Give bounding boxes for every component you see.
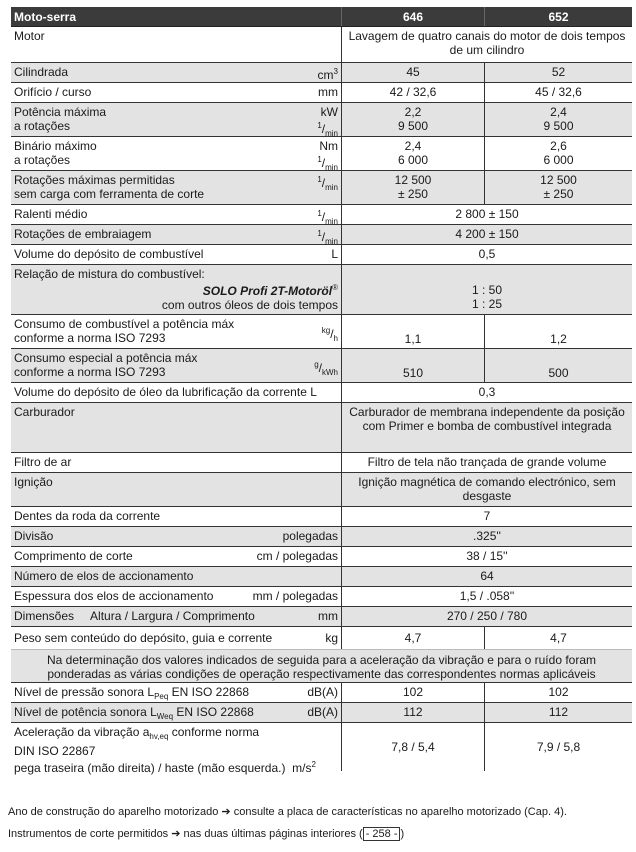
row-potencia-sonora [11,703,632,723]
value-652: ± 250 [543,187,574,201]
row-unit: dB(A) [307,685,338,699]
row-dimensoes [11,607,632,627]
row-divisao [11,527,632,547]
footer-line-tools: Instrumentos de corte permitidos ➔ nas duas últimas páginas interiores ( - 258 - ) [8,828,405,840]
row-label: Comprimento de corte [14,549,133,563]
row-label: a rotações [14,153,71,167]
value-652: 7,9 / 5,8 [536,740,581,754]
row-label: Número de elos de accionamento [14,569,194,583]
row-mistura [11,265,632,315]
value-646: 112 [342,703,485,722]
row-label: Peso sem conteúdo do depósito, guia e corrente [14,631,273,645]
row-unit: kg [325,631,338,645]
row-value: 38 / 15'' [466,549,508,563]
row-rotacoes-maximas [11,171,632,205]
row-label: Consumo especial a potência máx [14,351,198,365]
row-unit: $^g/_{kWh}$ [314,360,338,377]
row-label: DIN ISO 22867 [14,744,96,758]
row-label: Binário máximo [14,139,97,153]
row-unit: mm [318,609,338,623]
header-model-652: 652 [548,10,569,24]
row-binario [11,137,632,171]
row-label: pega traseira (mão direita) / haste (mão esquerda.) $m/s^2$ [14,760,316,775]
row-value: Filtro de tela não trançada de grande volume [367,455,607,469]
row-value: 4 200 ± 150 [455,227,519,241]
value-646: 42 / 32,6 [342,83,485,102]
value-646: 7,8 / 5,4 [342,723,485,771]
value-646: ± 250 [398,187,428,201]
row-comprimento [11,547,632,567]
row-value: 64 [480,569,494,583]
value-652: 6 000 [543,153,574,167]
row-value: 270 / 250 / 780 [446,609,528,623]
value-646: 102 [342,683,485,702]
value-646: 2,2 [404,105,422,119]
row-label: com outros óleos de dois tempos [161,298,338,312]
value-652: 9 500 [543,119,574,133]
row-oleo [11,383,632,403]
row-elos [11,567,632,587]
row-label: a rotações [14,119,71,133]
page-reference-link[interactable]: - 258 - [363,827,401,841]
row-unit: $^1/_{min}$ [317,209,338,226]
value-652: 102 [548,685,569,699]
row-label: Rotações máximas permitidas [14,173,175,187]
footer-line-year: Ano de construção do aparelho motorizado ➔ consulte a placa de características no aparelho motorizado (Cap. 4). [8,806,567,818]
row-unit: Nm [319,139,338,153]
row-unit: cm / polegadas [256,549,338,563]
row-unit: $^{kg}/_h$ [321,326,338,343]
row-label: Carburador [14,405,75,419]
table-header [11,7,632,27]
row-value: 2 800 ± 150 [455,207,519,221]
row-ignicao [11,473,632,507]
row-pressao-sonora [11,683,632,703]
row-orificio [11,83,632,103]
value-652: 4,7 [550,631,567,645]
row-consumo-especial [11,349,632,383]
row-unit: L [331,247,338,261]
row-label: Motor [14,29,45,43]
arrow-right-icon: ➔ [171,828,181,840]
row-label: Dentes da roda da corrente [14,509,161,523]
row-label: Divisão [14,529,54,543]
row-unit: $m/s^2$ [292,760,316,775]
specs-table [11,7,632,775]
row-unit: $^1/_{min}$ [317,175,338,192]
row-motor [11,27,632,63]
row-label: Dimensões [14,609,75,623]
value-652: 45 / 32,6 [535,85,582,99]
row-peso [11,627,632,649]
header-model-646: 646 [342,7,485,26]
row-value: 1,5 / .058'' [459,589,515,603]
row-label: Espessura dos elos de accionamento [14,589,214,603]
row-label: Nível de potência sonora $L_{Weq}$ EN ISO 22868 [14,705,254,721]
row-value: 0,3 [478,385,496,399]
value-646: 510 [342,349,485,382]
row-label: Potência máxima [14,105,107,119]
row-ralenti [11,205,632,225]
row-label: Volume do depósito de óleo da lubrificação da corrente L [14,385,317,399]
row-label-brand: SOLO Profi 2T-Motoröl® [202,283,338,298]
value-652: 12 500 [540,173,577,187]
row-value: Carburador de membrana independente da posição com Primer e bomba de combustível integrada [349,405,625,433]
row-value: .325'' [473,529,501,543]
row-value: 1 : 50 [471,283,503,297]
row-unit: mm / polegadas [252,589,338,603]
row-dentes [11,507,632,527]
row-unit: $^1/_{min}$ [317,155,338,172]
row-unit: kW [320,105,338,119]
row-label: Volume do depósito de combustível [14,247,204,261]
value-646: 9 500 [397,119,429,133]
row-potencia [11,103,632,137]
row-vibracao [11,723,632,775]
row-filtro [11,453,632,473]
row-label: Nível de pressão sonora $L_{Peq}$ EN ISO 22868 [14,685,250,701]
value-652: 112 [548,705,569,719]
row-deposito [11,245,632,265]
arrow-right-icon: ➔ [221,806,231,818]
row-unit: polegadas [282,529,338,543]
value-646: 6 000 [397,153,429,167]
value-652: 500 [548,366,569,380]
row-unit: dB(A) [307,705,338,719]
value-646: 4,7 [342,627,485,649]
row-value: 0,5 [478,247,496,261]
row-embraiagem [11,225,632,245]
row-unit: $^1/_{min}$ [317,229,338,246]
row-label: conforme a norma ISO 7293 [14,331,166,345]
value-646: 45 [342,63,485,82]
row-sublabel: Altura / Largura / Comprimento [90,609,255,623]
value-646: 2,4 [404,139,422,153]
value-652: 2,6 [550,139,567,153]
value-652: 1,2 [550,332,567,346]
value-646: 12 500 [394,173,432,187]
row-consumo [11,315,632,349]
row-value: 1 : 25 [471,297,503,311]
row-label: Consumo de combustível a potência máx [14,317,235,331]
value-646: 1,1 [342,315,485,348]
row-label: Ralenti médio [14,207,88,221]
row-label: Ignição [14,475,53,489]
header-title: Moto-serra [11,7,342,26]
row-value: Ignição magnética de comando electrónico, sem desgaste [358,475,616,503]
row-value: Lavagem de quatro canais do motor de dois tempos de um cilindro [348,29,626,57]
row-cilindrada [11,63,632,83]
row-unit: $^1/_{min}$ [317,121,338,138]
row-unit: mm [318,85,338,99]
row-label: Relação de mistura do combustível: [14,267,205,281]
row-label: Orifício / curso [14,85,92,99]
row-unit: $cm^3$ [317,67,338,82]
row-nota [11,649,632,683]
row-carburador [11,403,632,453]
row-label: conforme a norma ISO 7293 [14,365,166,379]
row-label: Rotações de embraiagem [14,227,152,241]
row-label: Cilindrada [14,65,69,79]
value-652: 2,4 [550,105,567,119]
note-text: Na determinação dos valores indicados de seguida para a aceleração da vibração e para o ruído foram ponderadas as várias condições de operação respectivamente das correspondentes normas aplicáveis [47,653,596,681]
value-652: 52 [551,65,566,79]
row-label: sem carga com ferramenta de corte [14,187,205,201]
row-label: Filtro de ar [14,455,72,469]
row-value: 7 [483,509,491,523]
row-label: Aceleração da vibração $a_{hv,eq}$ conforme norma [14,725,260,741]
row-espessura [11,587,632,607]
